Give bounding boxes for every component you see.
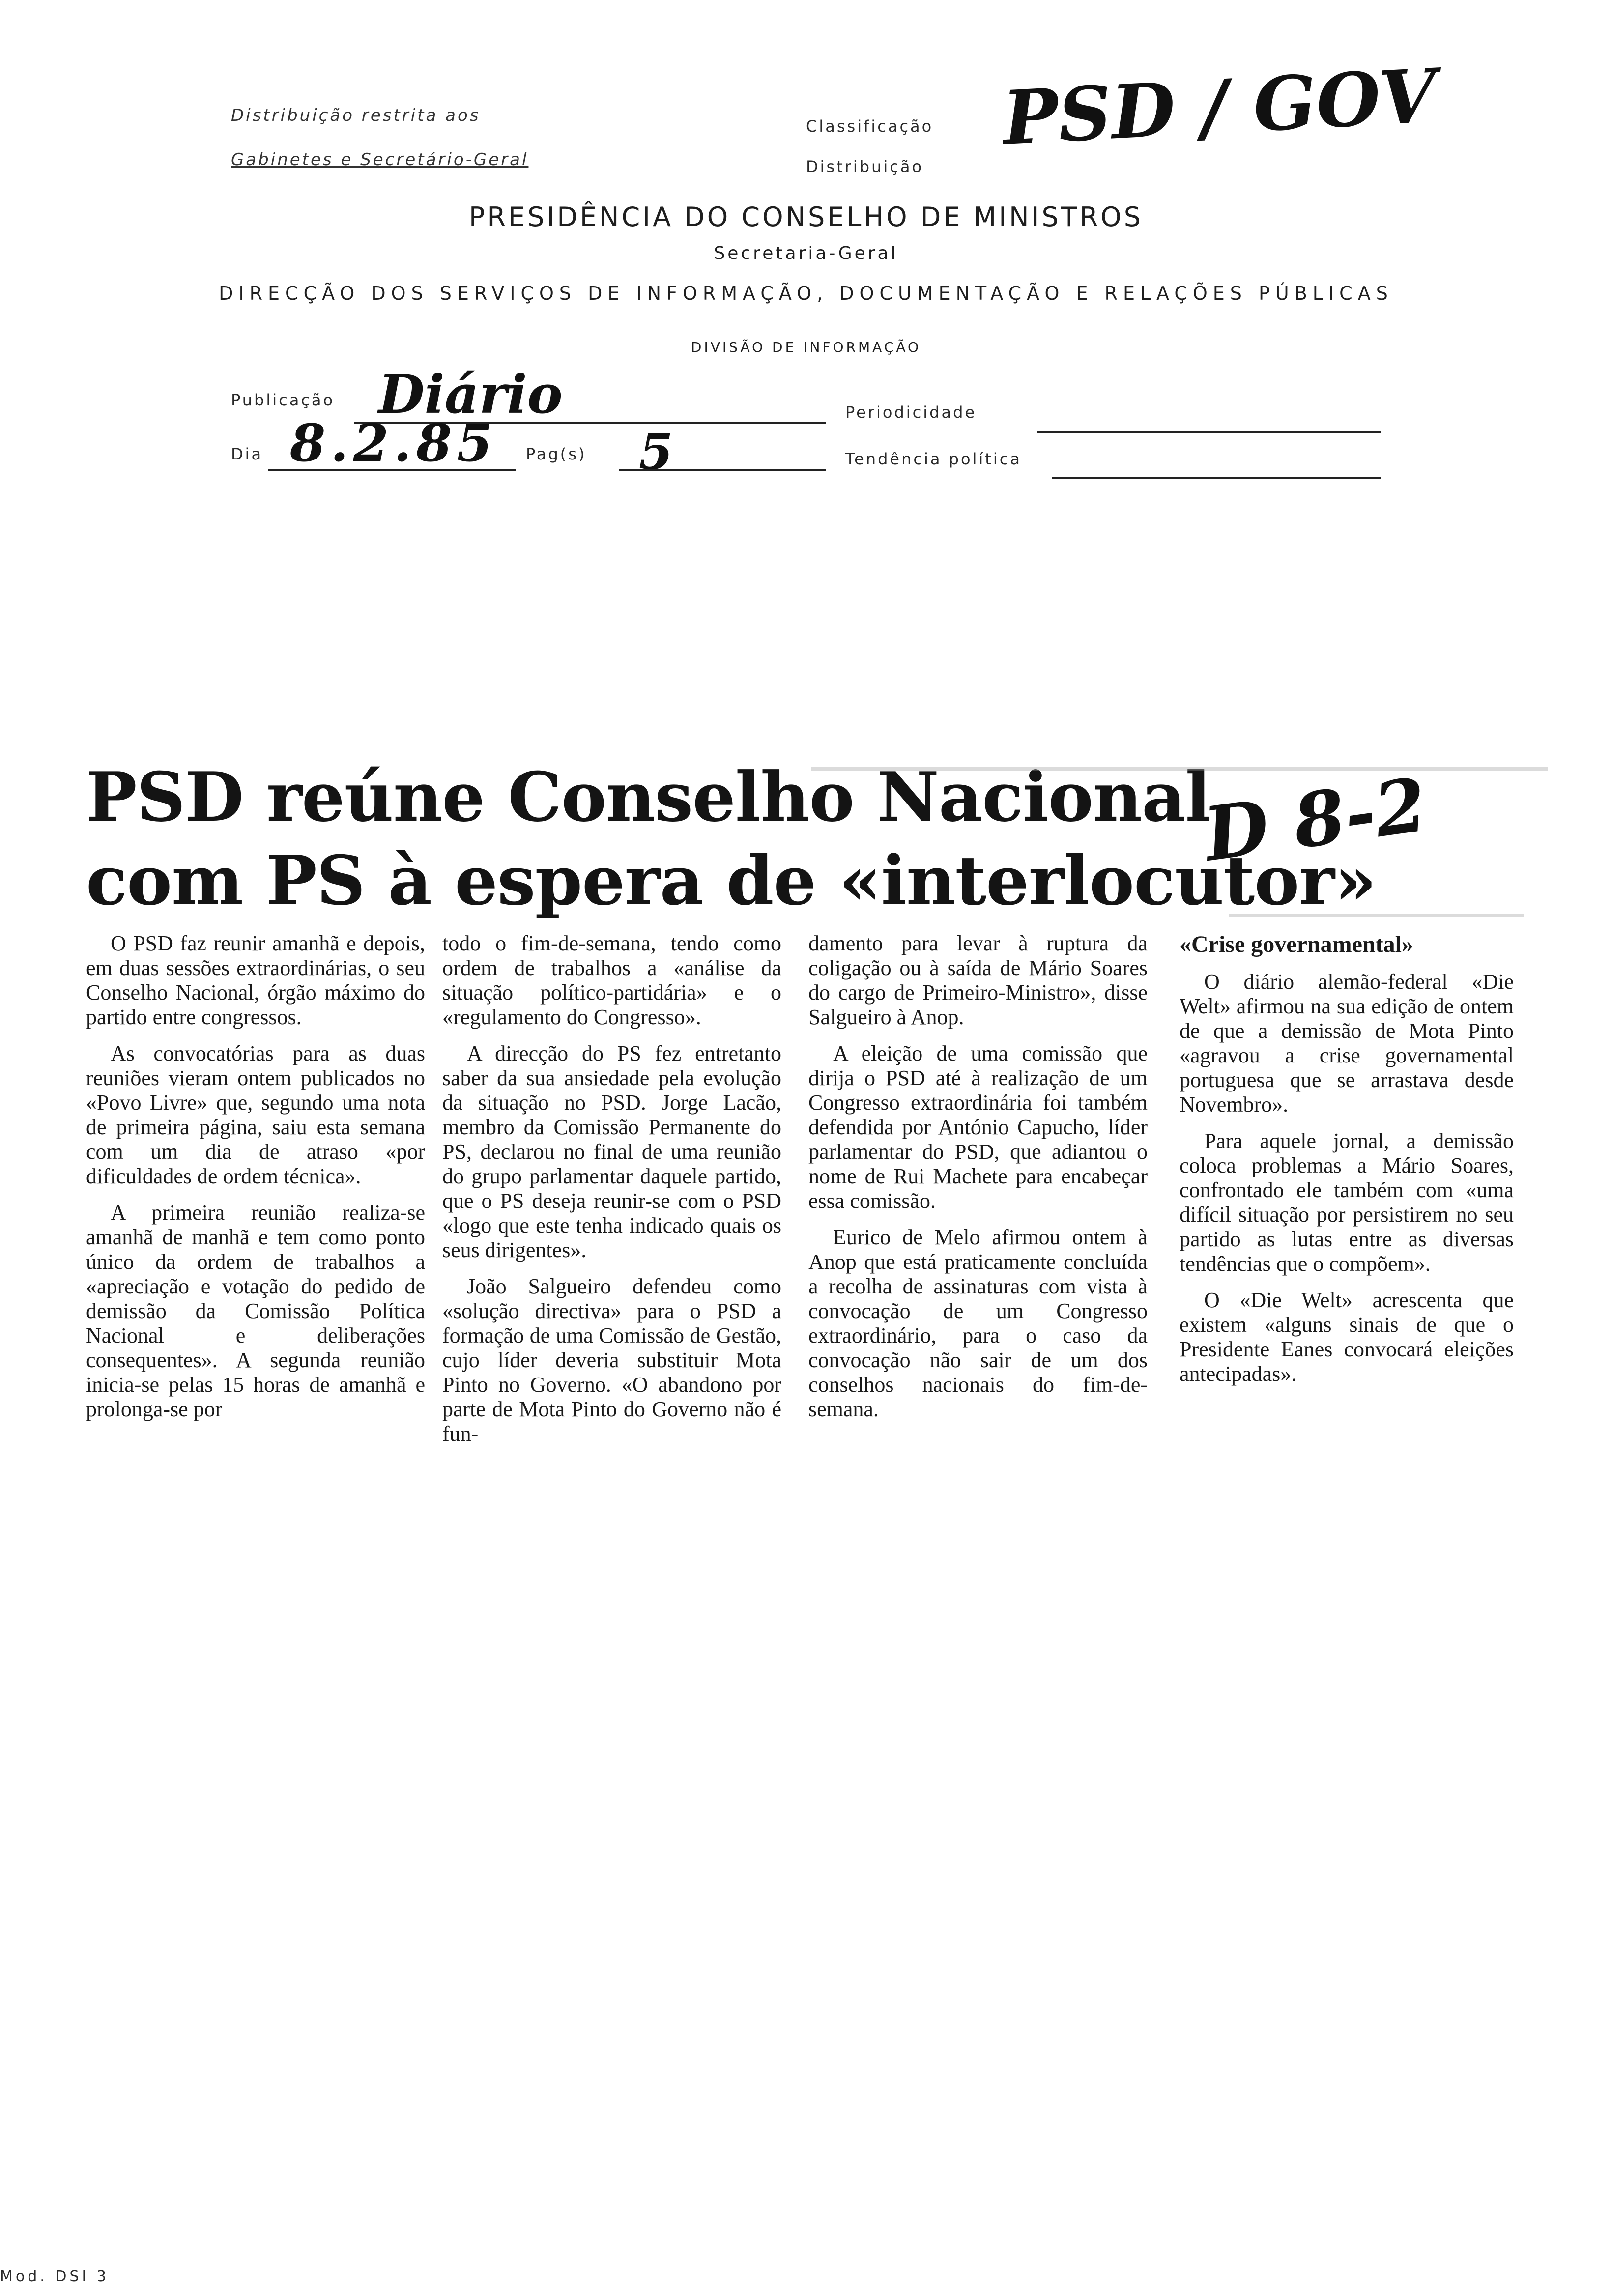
organization-title: PRESIDÊNCIA DO CONSELHO DE MINISTROS — [468, 201, 1144, 232]
handwritten-margin-note: D 8-2 — [1199, 761, 1432, 878]
article-paragraph: O PSD faz reunir amanhã e depois, em duas sessões extraordinárias, o seu Conselho Nacional, órgão máximo do partido entre congressos. — [86, 931, 425, 1029]
article-paragraph: A primeira reunião realiza-se amanhã de manhã e tem como ponto único da ordem de trabalhos a «apreciação e votação do pedido de demissão da Comissão Política Nacional e deliberações consequentes». A segunda reunião inicia-se pelas 15 horas de amanhã e prolonga-se por — [86, 1201, 425, 1421]
pages-value: 5 — [639, 423, 673, 481]
article-paragraph: damento para levar à ruptura da coligação ou à saída de Mário Soares do cargo de Primeiro-Ministro», disse Salgueiro à Anop. — [808, 931, 1148, 1029]
publication-value: Diário — [378, 364, 563, 426]
article-column-4 — [1180, 931, 1514, 1398]
pages-field-line — [619, 469, 826, 471]
article-column-3 — [808, 931, 1148, 1434]
handwritten-classification: PSD / GOV — [1000, 53, 1439, 162]
periodicity-field-line — [1037, 431, 1381, 433]
article-paragraph: Eurico de Melo afirmou ontem à Anop que está praticamente concluída a recolha de assinaturas com vista à convocação de um Congresso extraordinário, para o caso da convocação não sair de um dos conselhos nacionais do fim-de-semana. — [808, 1225, 1148, 1421]
article-column-2 — [442, 931, 781, 1458]
article-paragraph: O diário alemão-federal «Die Welt» afirmou na sua edição de ontem de que a demissão de Mota Pinto «agravou a crise governamental portuguesa que se arrastava desde Novembro». — [1180, 970, 1514, 1117]
distribution-note-line1: Distribuição restrita aos — [231, 106, 481, 125]
publication-label: Publicação — [231, 391, 335, 409]
article-paragraph: Para aquele jornal, a demissão coloca problemas a Mário Soares, confrontado ele também com «uma difícil situação por persistirem no seu partido as lutas entre as diversas tendências que o compõem». — [1180, 1129, 1514, 1276]
secretariat-title: Secretaria-Geral — [714, 243, 898, 263]
day-field-line — [268, 469, 516, 471]
model-code: Mod. DSI 3 — [0, 2268, 109, 2285]
division-title: DIVISÃO DE INFORMAÇÃO — [691, 339, 921, 355]
headline-line2: com PS à espera de «interlocutor» — [86, 840, 1377, 920]
article-paragraph: O «Die Welt» acrescenta que existem «alguns sinais de que o Presidente Eanes convocará eleições antecipadas». — [1180, 1288, 1514, 1386]
day-value: 8.2.85 — [290, 413, 497, 473]
photocopy-smudge — [811, 767, 1548, 771]
periodicity-label: Periodicidade — [845, 403, 977, 422]
photocopy-smudge — [1229, 914, 1524, 917]
tendency-label: Tendência política — [845, 450, 1022, 468]
tendency-field-line — [1052, 477, 1381, 479]
article-paragraph: A direcção do PS fez entretanto saber da sua ansiedade pela evolução da situação no PSD. Jorge Lacão, membro da Comissão Permanente do PS, declarou no final de uma reunião do grupo parlamentar daquele partido, que o PS deseja reunir-se com o PSD «logo que este tenha indicado quais os seus dirigentes». — [442, 1041, 781, 1262]
article-paragraph: As convocatórias para as duas reuniões vieram ontem publicados no «Povo Livre» que, segundo uma nota de primeira página, saiu esta semana com um dia de atraso «por dificuldades de ordem técnica». — [86, 1041, 425, 1188]
article-paragraph: todo o fim-de-semana, tendo como ordem de trabalhos a «análise da situação político-partidária» e o «regulamento do Congresso». — [442, 931, 781, 1029]
directorate-title: DIRECÇÃO DOS SERVIÇOS DE INFORMAÇÃO, DOCUMENTAÇÃO E RELAÇÕES PÚBLICAS — [219, 283, 1393, 304]
article-subheading: «Crise governamental» — [1180, 931, 1413, 957]
article-paragraph: João Salgueiro defendeu como «solução directiva» para o PSD a formação de uma Comissão de Gestão, cujo líder deveria substituir Mota Pinto no Governo. «O abandono por parte de Mota Pinto do Governo não é fun- — [442, 1274, 781, 1446]
day-label: Dia — [231, 445, 263, 463]
article-paragraph: A eleição de uma comissão que dirija o PSD até à realização de um Congresso extraordinária foi também defendida por António Capucho, líder parlamentar do PSD, que adiantou o nome de Rui Machete para encabeçar essa comissão. — [808, 1041, 1148, 1213]
classification-label: Classificação — [806, 117, 934, 136]
distribution-note-line2: Gabinetes e Secretário-Geral — [231, 150, 529, 170]
pages-label: Pag(s) — [526, 445, 587, 463]
article-column-1 — [86, 931, 425, 1434]
distribution-label: Distribuição — [806, 157, 924, 176]
headline-line1: PSD reúne Conselho Nacional — [86, 757, 1210, 837]
